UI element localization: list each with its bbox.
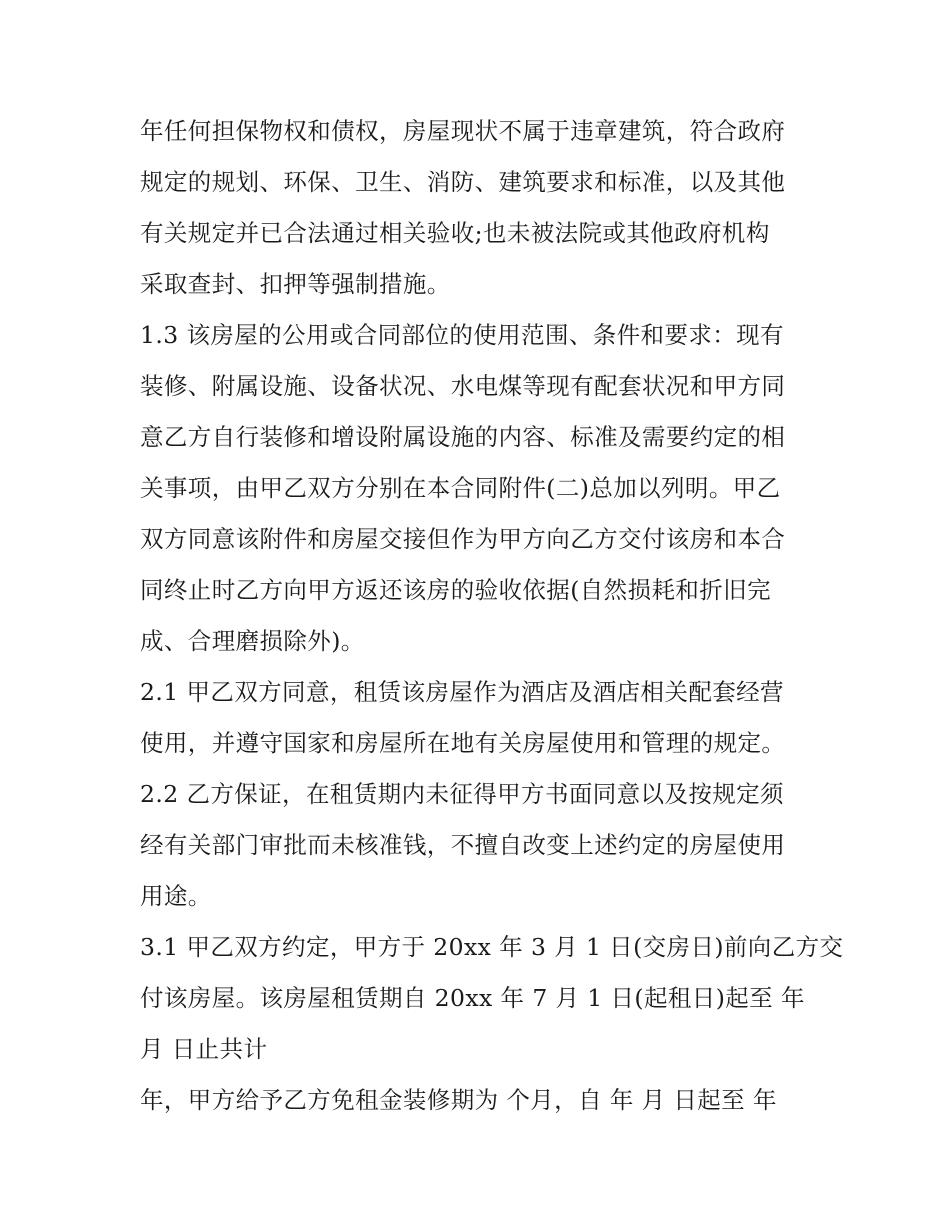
text-line: 经有关部门审批而未核准钱，不擅自改变上述约定的房屋使用 <box>140 831 786 859</box>
clause-1-3-line: 1.3 该房屋的公用或合同部位的使用范围、条件和要求：现有 <box>140 321 784 349</box>
clause-2-1-line: 2.1 甲乙双方同意，租赁该房屋作为酒店及酒店相关配套经营 <box>140 678 784 706</box>
text-line: 装修、附属设施、设备状况、水电煤等现有配套状况和甲方同 <box>140 372 786 400</box>
text-line: 年任何担保物权和债权，房屋现状不属于违章建筑，符合政府 <box>140 117 786 145</box>
text-line: 成、合理磨损除外)。 <box>140 627 365 655</box>
text-line: 年，甲方给予乙方免租金装修期为 个月，自 年 月 日起至 年 <box>140 1086 777 1114</box>
text-line: 双方同意该附件和房屋交接但作为甲方向乙方交付该房和本合 <box>140 525 786 553</box>
text-line: 付该房屋。该房屋租赁期自 20xx 年 7 月 1 日(起租日)起至 年 <box>140 984 805 1012</box>
text-line: 有关规定并已合法通过相关验收;也未被法院或其他政府机构 <box>140 219 770 247</box>
text-line: 意乙方自行装修和增设附属设施的内容、标准及需要约定的相 <box>140 423 786 451</box>
text-line: 规定的规划、环保、卫生、消防、建筑要求和标准，以及其他 <box>140 168 786 196</box>
text-line: 同终止时乙方向甲方返还该房的验收依据(自然损耗和折旧完 <box>140 576 771 604</box>
text-line: 用途。 <box>140 882 212 910</box>
text-line: 采取查封、扣押等强制措施。 <box>140 270 451 298</box>
clause-3-1-line: 3.1 甲乙双方约定，甲方于 20xx 年 3 月 1 日(交房日)前向乙方交 <box>140 933 844 961</box>
contract-text <box>140 106 844 1126</box>
clause-2-2-line: 2.2 乙方保证，在租赁期内未征得甲方书面同意以及按规定须 <box>140 780 784 808</box>
text-line: 关事项，由甲乙双方分别在本合同附件(二)总加以列明。甲乙 <box>140 474 781 502</box>
text-line: 使用，并遵守国家和房屋所在地有关房屋使用和管理的规定。 <box>140 729 786 757</box>
text-line: 月 日止共计 <box>140 1035 268 1063</box>
